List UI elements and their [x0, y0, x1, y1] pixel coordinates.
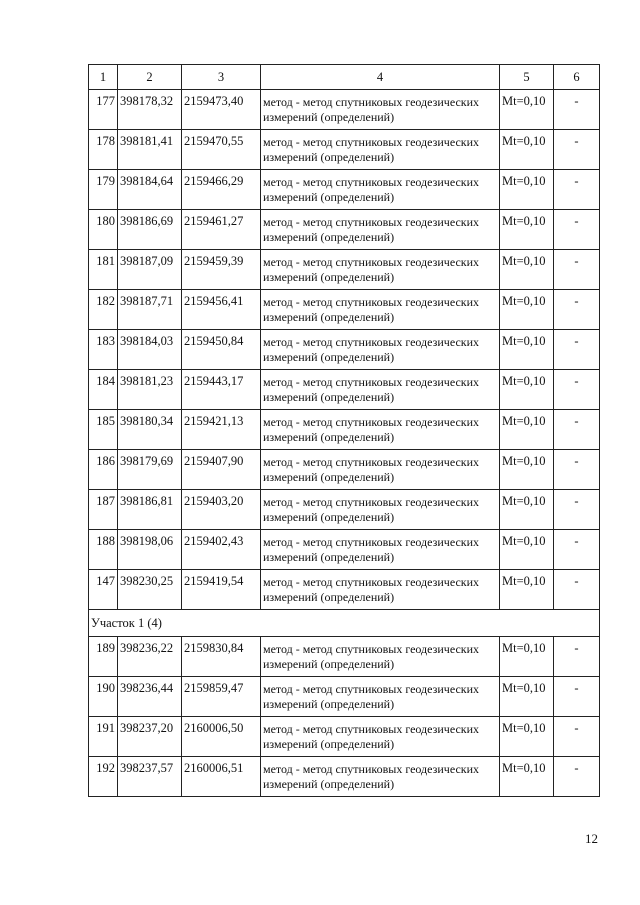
section-title: Участок 1 (4)	[89, 610, 600, 637]
y-coordinate: 2159421,13	[182, 410, 261, 450]
note-cell: -	[554, 170, 600, 210]
coordinates-table	[88, 64, 600, 797]
point-number: 182	[89, 290, 118, 330]
method-description: метод - метод спутниковых геодезических измерений (определений)	[261, 450, 500, 490]
x-coordinate: 398230,25	[118, 570, 182, 610]
accuracy-value: Mt=0,10	[500, 410, 554, 450]
x-coordinate: 398180,34	[118, 410, 182, 450]
x-coordinate: 398186,81	[118, 490, 182, 530]
method-description: метод - метод спутниковых геодезических измерений (определений)	[261, 130, 500, 170]
x-coordinate: 398187,09	[118, 250, 182, 290]
point-number: 185	[89, 410, 118, 450]
table-row	[89, 530, 600, 570]
y-coordinate: 2159830,84	[182, 637, 261, 677]
section-row	[89, 610, 600, 637]
header-cell: 6	[554, 65, 600, 90]
table-row	[89, 250, 600, 290]
point-number: 184	[89, 370, 118, 410]
method-description: метод - метод спутниковых геодезических измерений (определений)	[261, 250, 500, 290]
y-coordinate: 2159470,55	[182, 130, 261, 170]
page-number: 12	[585, 831, 598, 846]
y-coordinate: 2159450,84	[182, 330, 261, 370]
accuracy-value: Mt=0,10	[500, 250, 554, 290]
header-cell: 3	[182, 65, 261, 90]
y-coordinate: 2160006,50	[182, 717, 261, 757]
accuracy-value: Mt=0,10	[500, 370, 554, 410]
note-cell: -	[554, 677, 600, 717]
table-row	[89, 717, 600, 757]
note-cell: -	[554, 410, 600, 450]
accuracy-value: Mt=0,10	[500, 450, 554, 490]
method-description: метод - метод спутниковых геодезических измерений (определений)	[261, 570, 500, 610]
table-row	[89, 330, 600, 370]
method-description: метод - метод спутниковых геодезических измерений (определений)	[261, 677, 500, 717]
method-description: метод - метод спутниковых геодезических измерений (определений)	[261, 290, 500, 330]
y-coordinate: 2160006,51	[182, 757, 261, 797]
note-cell: -	[554, 717, 600, 757]
y-coordinate: 2159443,17	[182, 370, 261, 410]
accuracy-value: Mt=0,10	[500, 330, 554, 370]
x-coordinate: 398198,06	[118, 530, 182, 570]
table-row	[89, 130, 600, 170]
table-row	[89, 637, 600, 677]
point-number: 188	[89, 530, 118, 570]
accuracy-value: Mt=0,10	[500, 570, 554, 610]
accuracy-value: Mt=0,10	[500, 290, 554, 330]
y-coordinate: 2159419,54	[182, 570, 261, 610]
method-description: метод - метод спутниковых геодезических измерений (определений)	[261, 90, 500, 130]
x-coordinate: 398187,71	[118, 290, 182, 330]
table-row	[89, 757, 600, 797]
note-cell: -	[554, 330, 600, 370]
note-cell: -	[554, 757, 600, 797]
x-coordinate: 398178,32	[118, 90, 182, 130]
note-cell: -	[554, 530, 600, 570]
x-coordinate: 398237,57	[118, 757, 182, 797]
y-coordinate: 2159466,29	[182, 170, 261, 210]
accuracy-value: Mt=0,10	[500, 757, 554, 797]
y-coordinate: 2159859,47	[182, 677, 261, 717]
point-number: 189	[89, 637, 118, 677]
accuracy-value: Mt=0,10	[500, 90, 554, 130]
point-number: 181	[89, 250, 118, 290]
table-row	[89, 170, 600, 210]
x-coordinate: 398181,41	[118, 130, 182, 170]
method-description: метод - метод спутниковых геодезических измерений (определений)	[261, 330, 500, 370]
x-coordinate: 398179,69	[118, 450, 182, 490]
accuracy-value: Mt=0,10	[500, 170, 554, 210]
x-coordinate: 398181,23	[118, 370, 182, 410]
note-cell: -	[554, 370, 600, 410]
header-cell: 4	[261, 65, 500, 90]
accuracy-value: Mt=0,10	[500, 717, 554, 757]
accuracy-value: Mt=0,10	[500, 210, 554, 250]
y-coordinate: 2159402,43	[182, 530, 261, 570]
x-coordinate: 398184,64	[118, 170, 182, 210]
point-number: 147	[89, 570, 118, 610]
x-coordinate: 398237,20	[118, 717, 182, 757]
note-cell: -	[554, 290, 600, 330]
table-row	[89, 677, 600, 717]
method-description: метод - метод спутниковых геодезических измерений (определений)	[261, 757, 500, 797]
point-number: 180	[89, 210, 118, 250]
x-coordinate: 398236,44	[118, 677, 182, 717]
y-coordinate: 2159461,27	[182, 210, 261, 250]
point-number: 192	[89, 757, 118, 797]
table-row	[89, 570, 600, 610]
method-description: метод - метод спутниковых геодезических измерений (определений)	[261, 170, 500, 210]
point-number: 187	[89, 490, 118, 530]
x-coordinate: 398184,03	[118, 330, 182, 370]
table-row	[89, 490, 600, 530]
header-cell: 5	[500, 65, 554, 90]
table-row	[89, 210, 600, 250]
note-cell: -	[554, 570, 600, 610]
x-coordinate: 398236,22	[118, 637, 182, 677]
method-description: метод - метод спутниковых геодезических измерений (определений)	[261, 410, 500, 450]
accuracy-value: Mt=0,10	[500, 677, 554, 717]
table-row	[89, 450, 600, 490]
point-number: 183	[89, 330, 118, 370]
table-header-row	[89, 65, 600, 90]
point-number: 190	[89, 677, 118, 717]
table-row	[89, 290, 600, 330]
accuracy-value: Mt=0,10	[500, 530, 554, 570]
header-cell: 2	[118, 65, 182, 90]
point-number: 179	[89, 170, 118, 210]
y-coordinate: 2159456,41	[182, 290, 261, 330]
table-row	[89, 410, 600, 450]
note-cell: -	[554, 90, 600, 130]
x-coordinate: 398186,69	[118, 210, 182, 250]
point-number: 177	[89, 90, 118, 130]
table-row	[89, 90, 600, 130]
accuracy-value: Mt=0,10	[500, 637, 554, 677]
y-coordinate: 2159407,90	[182, 450, 261, 490]
y-coordinate: 2159459,39	[182, 250, 261, 290]
note-cell: -	[554, 637, 600, 677]
method-description: метод - метод спутниковых геодезических измерений (определений)	[261, 530, 500, 570]
method-description: метод - метод спутниковых геодезических измерений (определений)	[261, 717, 500, 757]
y-coordinate: 2159473,40	[182, 90, 261, 130]
note-cell: -	[554, 250, 600, 290]
y-coordinate: 2159403,20	[182, 490, 261, 530]
method-description: метод - метод спутниковых геодезических измерений (определений)	[261, 370, 500, 410]
note-cell: -	[554, 450, 600, 490]
note-cell: -	[554, 210, 600, 250]
point-number: 191	[89, 717, 118, 757]
table-row	[89, 370, 600, 410]
method-description: метод - метод спутниковых геодезических измерений (определений)	[261, 490, 500, 530]
method-description: метод - метод спутниковых геодезических измерений (определений)	[261, 210, 500, 250]
point-number: 186	[89, 450, 118, 490]
note-cell: -	[554, 490, 600, 530]
note-cell: -	[554, 130, 600, 170]
header-cell: 1	[89, 65, 118, 90]
accuracy-value: Mt=0,10	[500, 490, 554, 530]
method-description: метод - метод спутниковых геодезических измерений (определений)	[261, 637, 500, 677]
accuracy-value: Mt=0,10	[500, 130, 554, 170]
point-number: 178	[89, 130, 118, 170]
